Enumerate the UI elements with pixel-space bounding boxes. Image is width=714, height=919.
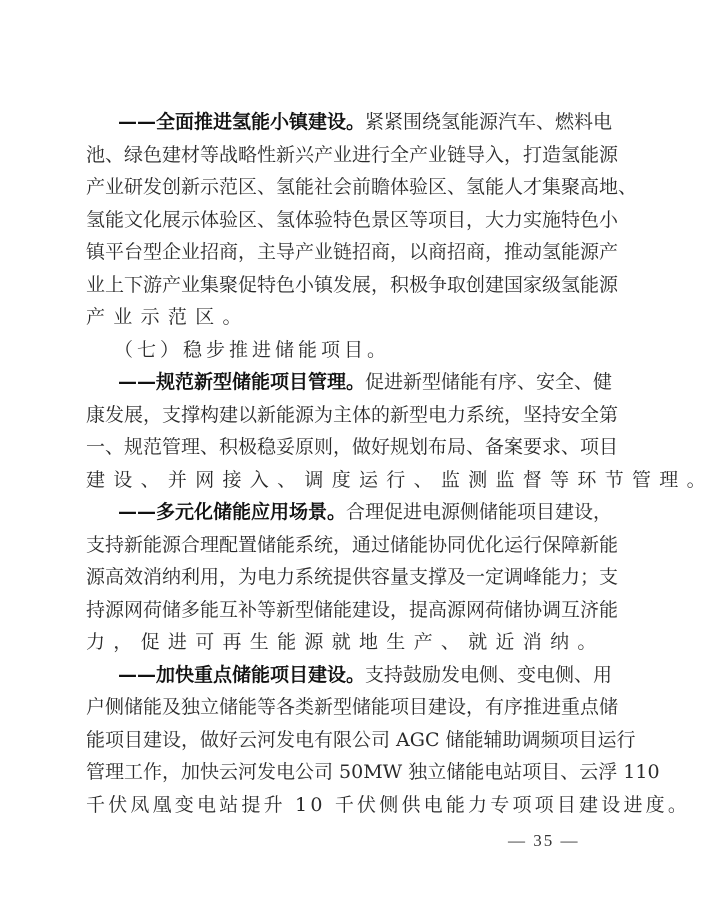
text-line: 持源网荷储多能互补等新型储能建设，提高源网荷储协调互济能 bbox=[86, 598, 619, 621]
text-line: 源高效消纳利用，为电力系统提供容量支撑及一定调峰能力；支 bbox=[86, 566, 619, 588]
paragraph-headline: ——多元化储能应用场景。 bbox=[118, 501, 347, 523]
text-line: 能项目建设，做好云河发电有限公司 AGC 储能辅助调频项目运行 bbox=[86, 728, 636, 751]
text-line: 支持新能源合理配置储能系统，通过储能协同优化运行保障新能 bbox=[86, 533, 619, 556]
line-text: 支持鼓励发电侧、变电侧、用 bbox=[365, 663, 613, 686]
text-line: 千伏凤凰变电站提升 10 千伏侧供电能力专项项目建设进度。 bbox=[86, 793, 691, 816]
paragraph-storage-management bbox=[86, 366, 714, 496]
text-line: 户侧储能及独立储能等各类新型储能项目建设，有序推进重点储 bbox=[86, 696, 619, 718]
text-line: 氢能文化展示体验区、氢体验特色景区等项目，大力实施特色小 bbox=[86, 208, 619, 231]
paragraph-headline: ——加快重点储能项目建设。 bbox=[118, 663, 366, 686]
paragraph-hydrogen-town bbox=[86, 106, 638, 334]
text-line: 产业研发创新示范区、氢能社会前瞻体验区、氢能人才集聚高地、 bbox=[86, 176, 638, 198]
paragraph-headline: ——规范新型储能项目管理。 bbox=[118, 371, 366, 393]
paragraph-storage-scenarios bbox=[86, 496, 619, 659]
text-line: 力，促进可再生能源就地生产、就近消纳。 bbox=[86, 631, 605, 653]
text-line bbox=[86, 106, 613, 139]
body-text bbox=[86, 106, 714, 821]
text-line bbox=[86, 366, 613, 399]
paragraph-headline: ——全面推进氢能小镇建设。 bbox=[118, 111, 366, 133]
text-line: 管理工作，加快云河发电公司 50MW 独立储能电站项目、云浮 110 bbox=[86, 761, 660, 783]
page-number: — 35 — bbox=[508, 831, 580, 850]
text-line bbox=[86, 496, 613, 529]
line-text: 合理促进电源侧储能项目建设， bbox=[346, 501, 613, 523]
line-text: 促进新型储能有序、安全、健 bbox=[365, 371, 613, 393]
text-line: 池、绿色建材等战略性新兴产业进行全产业链导入，打造氢能源 bbox=[86, 143, 619, 166]
text-line: 一、规范管理、积极稳妥原则，做好规划布局、备案要求、项目 bbox=[86, 436, 619, 458]
section-heading: （七）稳步推进储能项目。 bbox=[114, 338, 391, 361]
text-line: 建设、并网接入、调度运行、监测监督等环节管理。 bbox=[86, 468, 714, 491]
text-line bbox=[86, 659, 613, 692]
line-text: 紧紧围绕氢能源汽车、燃料电 bbox=[365, 111, 613, 133]
text-line: 业上下游产业集聚促特色小镇发展，积极争取创建国家级氢能源 bbox=[86, 273, 619, 296]
text-line: 康发展，支撑构建以新能源为主体的新型电力系统，坚持安全第 bbox=[86, 403, 619, 426]
text-line: 镇平台型企业招商，主导产业链招商，以商招商，推动氢能源产 bbox=[86, 241, 619, 263]
text-line: 产业示范区。 bbox=[86, 306, 250, 328]
paragraph-key-storage-projects bbox=[86, 659, 691, 822]
